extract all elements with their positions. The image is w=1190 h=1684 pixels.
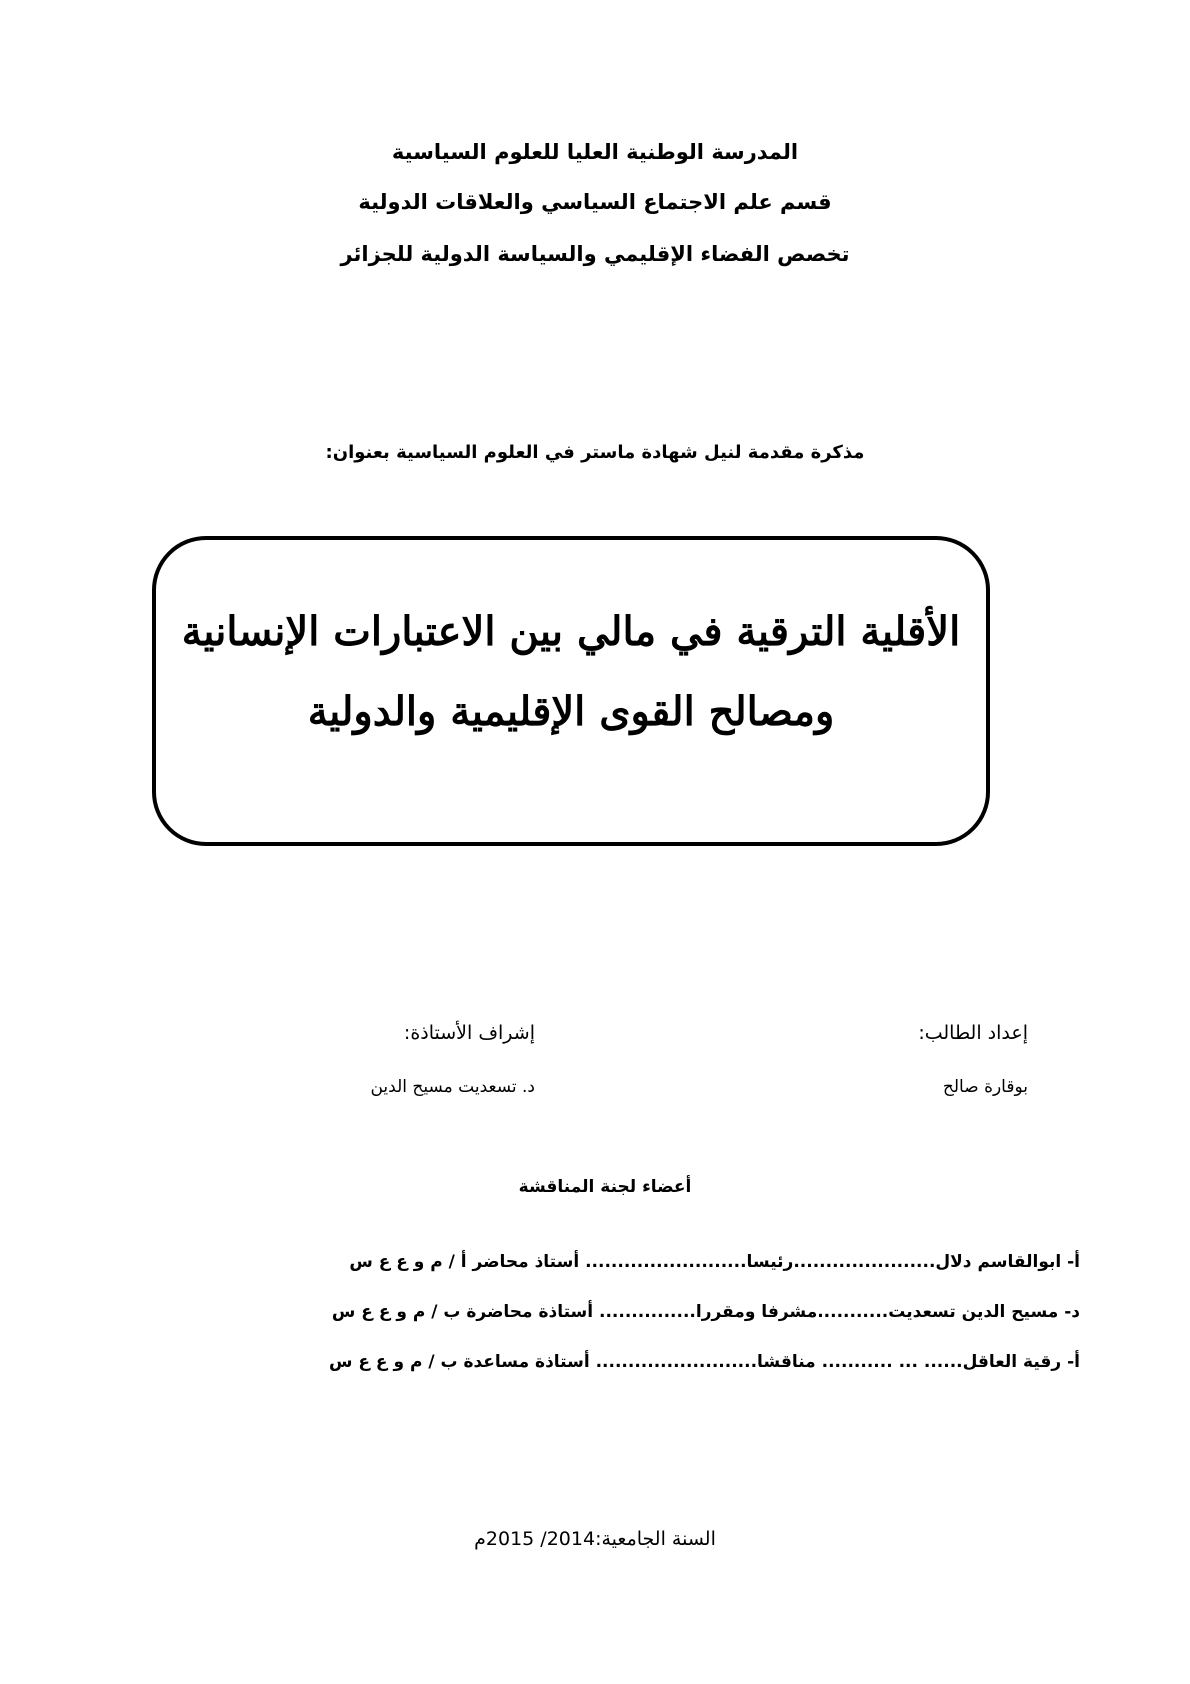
- committee-member: أ- رقية العاقل...... ... ........... مناقشا......................... أستاذة مساعدة ب / م و ع ع س: [329, 1352, 1080, 1372]
- thesis-title-box: [152, 536, 990, 846]
- student-name: بوقارة صالح: [942, 1077, 1028, 1097]
- thesis-title-line-2: ومصالح القوى الإقليمية والدولية: [307, 688, 835, 735]
- thesis-title-line-1: الأقلية الترقية في مالي بين الاعتبارات الإنسانية: [181, 608, 961, 655]
- submission-statement: مذكرة مقدمة لنيل شهادة ماستر في العلوم السياسية بعنوان:: [325, 442, 865, 463]
- committee-member: د- مسيح الدين تسعديت...........مشرفا ومقررا............... أستاذة محاضرة ب / م و ع ع س: [331, 1302, 1080, 1322]
- supervisor-name: د. تسعديت مسيح الدين: [370, 1077, 535, 1097]
- supervisor-label: إشراف الأستاذة:: [403, 1022, 535, 1044]
- academic-year: السنة الجامعية:2014/ 2015م: [474, 1528, 716, 1550]
- school-name: المدرسة الوطنية العليا للعلوم السياسية: [391, 140, 799, 164]
- committee-title: أعضاء لجنة المناقشة: [518, 1177, 692, 1197]
- specialty-name: تخصص الفضاء الإقليمي والسياسة الدولية للجزائر: [340, 242, 850, 266]
- committee-member: أ- ابوالقاسم دلال......................رئيسا......................... أستاذ محاضر أ / م و ع ع س: [349, 1252, 1080, 1272]
- department-name: قسم علم الاجتماع السياسي والعلاقات الدولية: [358, 190, 832, 214]
- student-label: إعداد الطالب:: [918, 1022, 1028, 1044]
